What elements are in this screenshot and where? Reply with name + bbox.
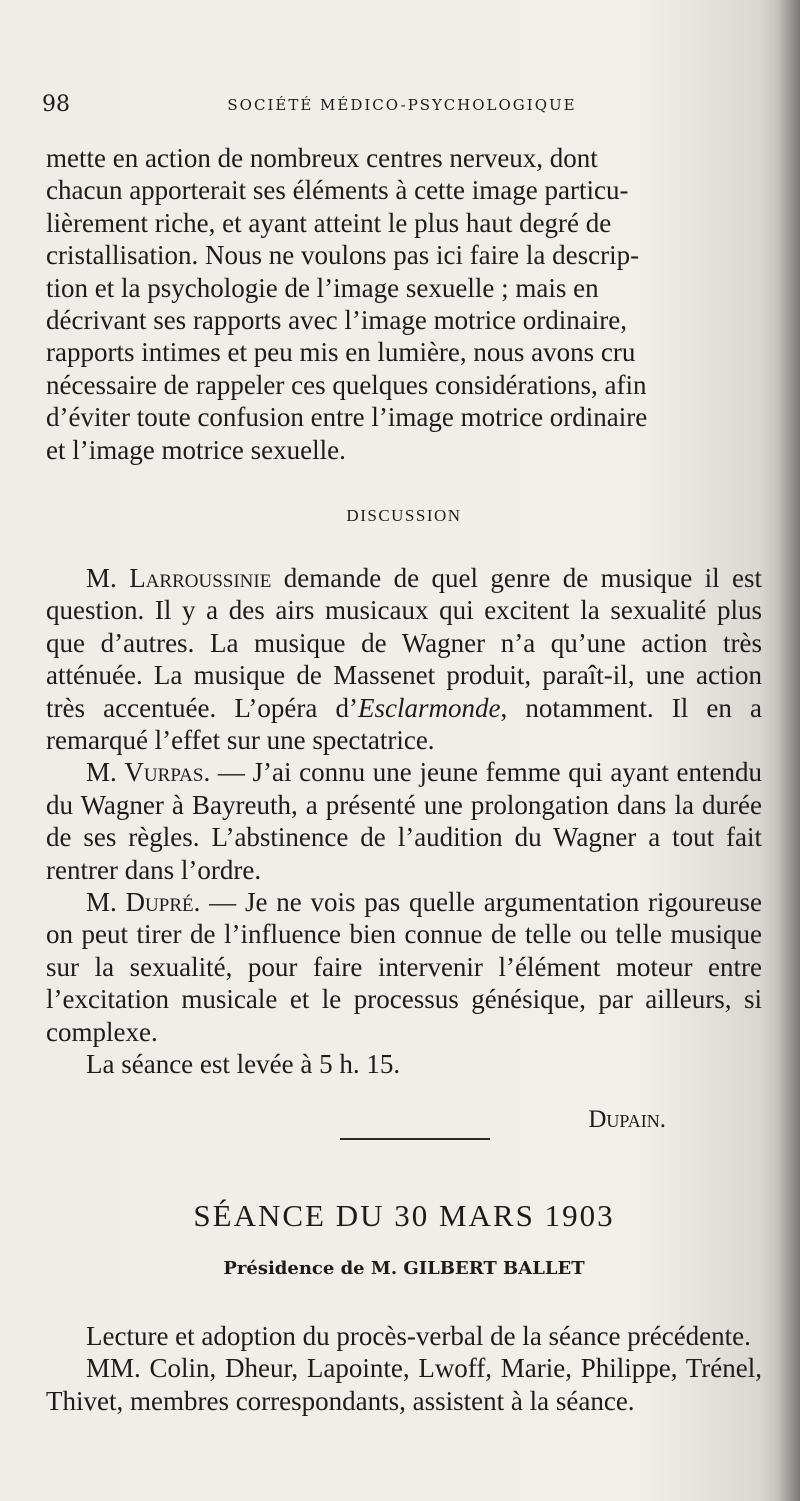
page-edge-shadow [778, 0, 800, 1501]
text-line: mette en action de nombreux centres nerveux, dont [46, 143, 598, 173]
dupre-paragraph [46, 886, 762, 1048]
discussion-body [46, 562, 762, 1081]
signature: Dupain. [588, 1106, 666, 1133]
text-line: nécessaire de rappeler ces quelques considérations, afin [46, 369, 647, 400]
paragraph-image-motrice [46, 142, 762, 466]
speaker-prefix: M. [86, 563, 130, 593]
page-number: 98 [42, 92, 70, 117]
lecture-paragraph: Lecture et adoption du procès-verbal de la séance précédente. [86, 1321, 751, 1351]
presidence-prefix: Présidence de M. [223, 1258, 404, 1279]
speaker-name: Dupré [125, 887, 194, 918]
speaker-name: Larroussinie [129, 563, 272, 593]
attendance-paragraph: MM. Colin, Dheur, Lapointe, Lwoff, Marie, Philippe, Trénel, Thivet, membres correspondants, assistent à la séance. [46, 1353, 762, 1416]
running-head: SOCIÉTÉ MÉDICO-PSYCHOLOGIQUE [227, 96, 577, 114]
paragraph-text: , notamment. Il en a remarqué l’effet sur une spectatrice. [46, 692, 762, 756]
text-line: et l’image motrice sexuelle. [46, 434, 346, 465]
page-header [42, 92, 762, 122]
presidence-line [46, 1258, 762, 1279]
section-divider [340, 1138, 490, 1140]
text-line: chacun apporterait ses éléments à cette image particu- [46, 175, 629, 206]
text-line: d’éviter toute confusion entre l’image motrice ordinaire [46, 402, 648, 433]
president-name: GILBERT BALLET [403, 1258, 585, 1279]
speaker-prefix: M. [86, 757, 125, 788]
speaker-name: Vurpas [124, 757, 204, 788]
vurpas-paragraph [46, 756, 762, 886]
larroussinie-paragraph [46, 562, 762, 756]
closing-line: La séance est levée à 5 h. 15. [86, 1049, 401, 1080]
text-line: décrivant ses rapports avec l’image motrice ordinaire, [46, 305, 628, 336]
text-line: lièrement riche, et ayant atteint le plus haut degré de [46, 207, 612, 238]
text-line: rapports intimes et peu mis en lumière, nous avons cru [46, 337, 636, 368]
opera-title: Esclarmonde [358, 692, 501, 723]
seance-title: SÉANCE DU 30 MARS 1903 [193, 1198, 615, 1233]
paragraph-text: . — J’ai connu une jeune femme qui ayant entendu du Wagner à Bayreuth, a présenté une prolongation dans la durée de ses règles. L’abstinence de l’audition du Wagner a tout fait rentrer dans l’ordre. [46, 757, 762, 885]
text-line: tion et la psychologie de l’image sexuelle ; mais en [46, 272, 599, 303]
text-line: cristallisation. Nous ne voulons pas ici faire la descrip- [46, 240, 640, 271]
speaker-prefix: M. [86, 887, 126, 918]
paragraph-text: demande de quel genre de musique il est question. Il y a des airs musicaux qui excitent la sexualité plus que d’autres. La musique de Wagner n’a qu’une action très atténuée. La musique de Massenet produit, paraît-il, une action très accentuée. L’opéra d’ [46, 563, 763, 723]
discussion-heading: DISCUSSION [346, 506, 462, 525]
seance-body [46, 1320, 762, 1417]
paragraph-text: . — Je ne vois pas quelle argumentation rigoureuse on peut tirer de l’influence bien connue de telle ou telle musique sur la sexualité, pour faire intervenir l’élément moteur entre l’excitation musicale et le processus génésique, par ailleurs, si complexe. [46, 887, 762, 1047]
